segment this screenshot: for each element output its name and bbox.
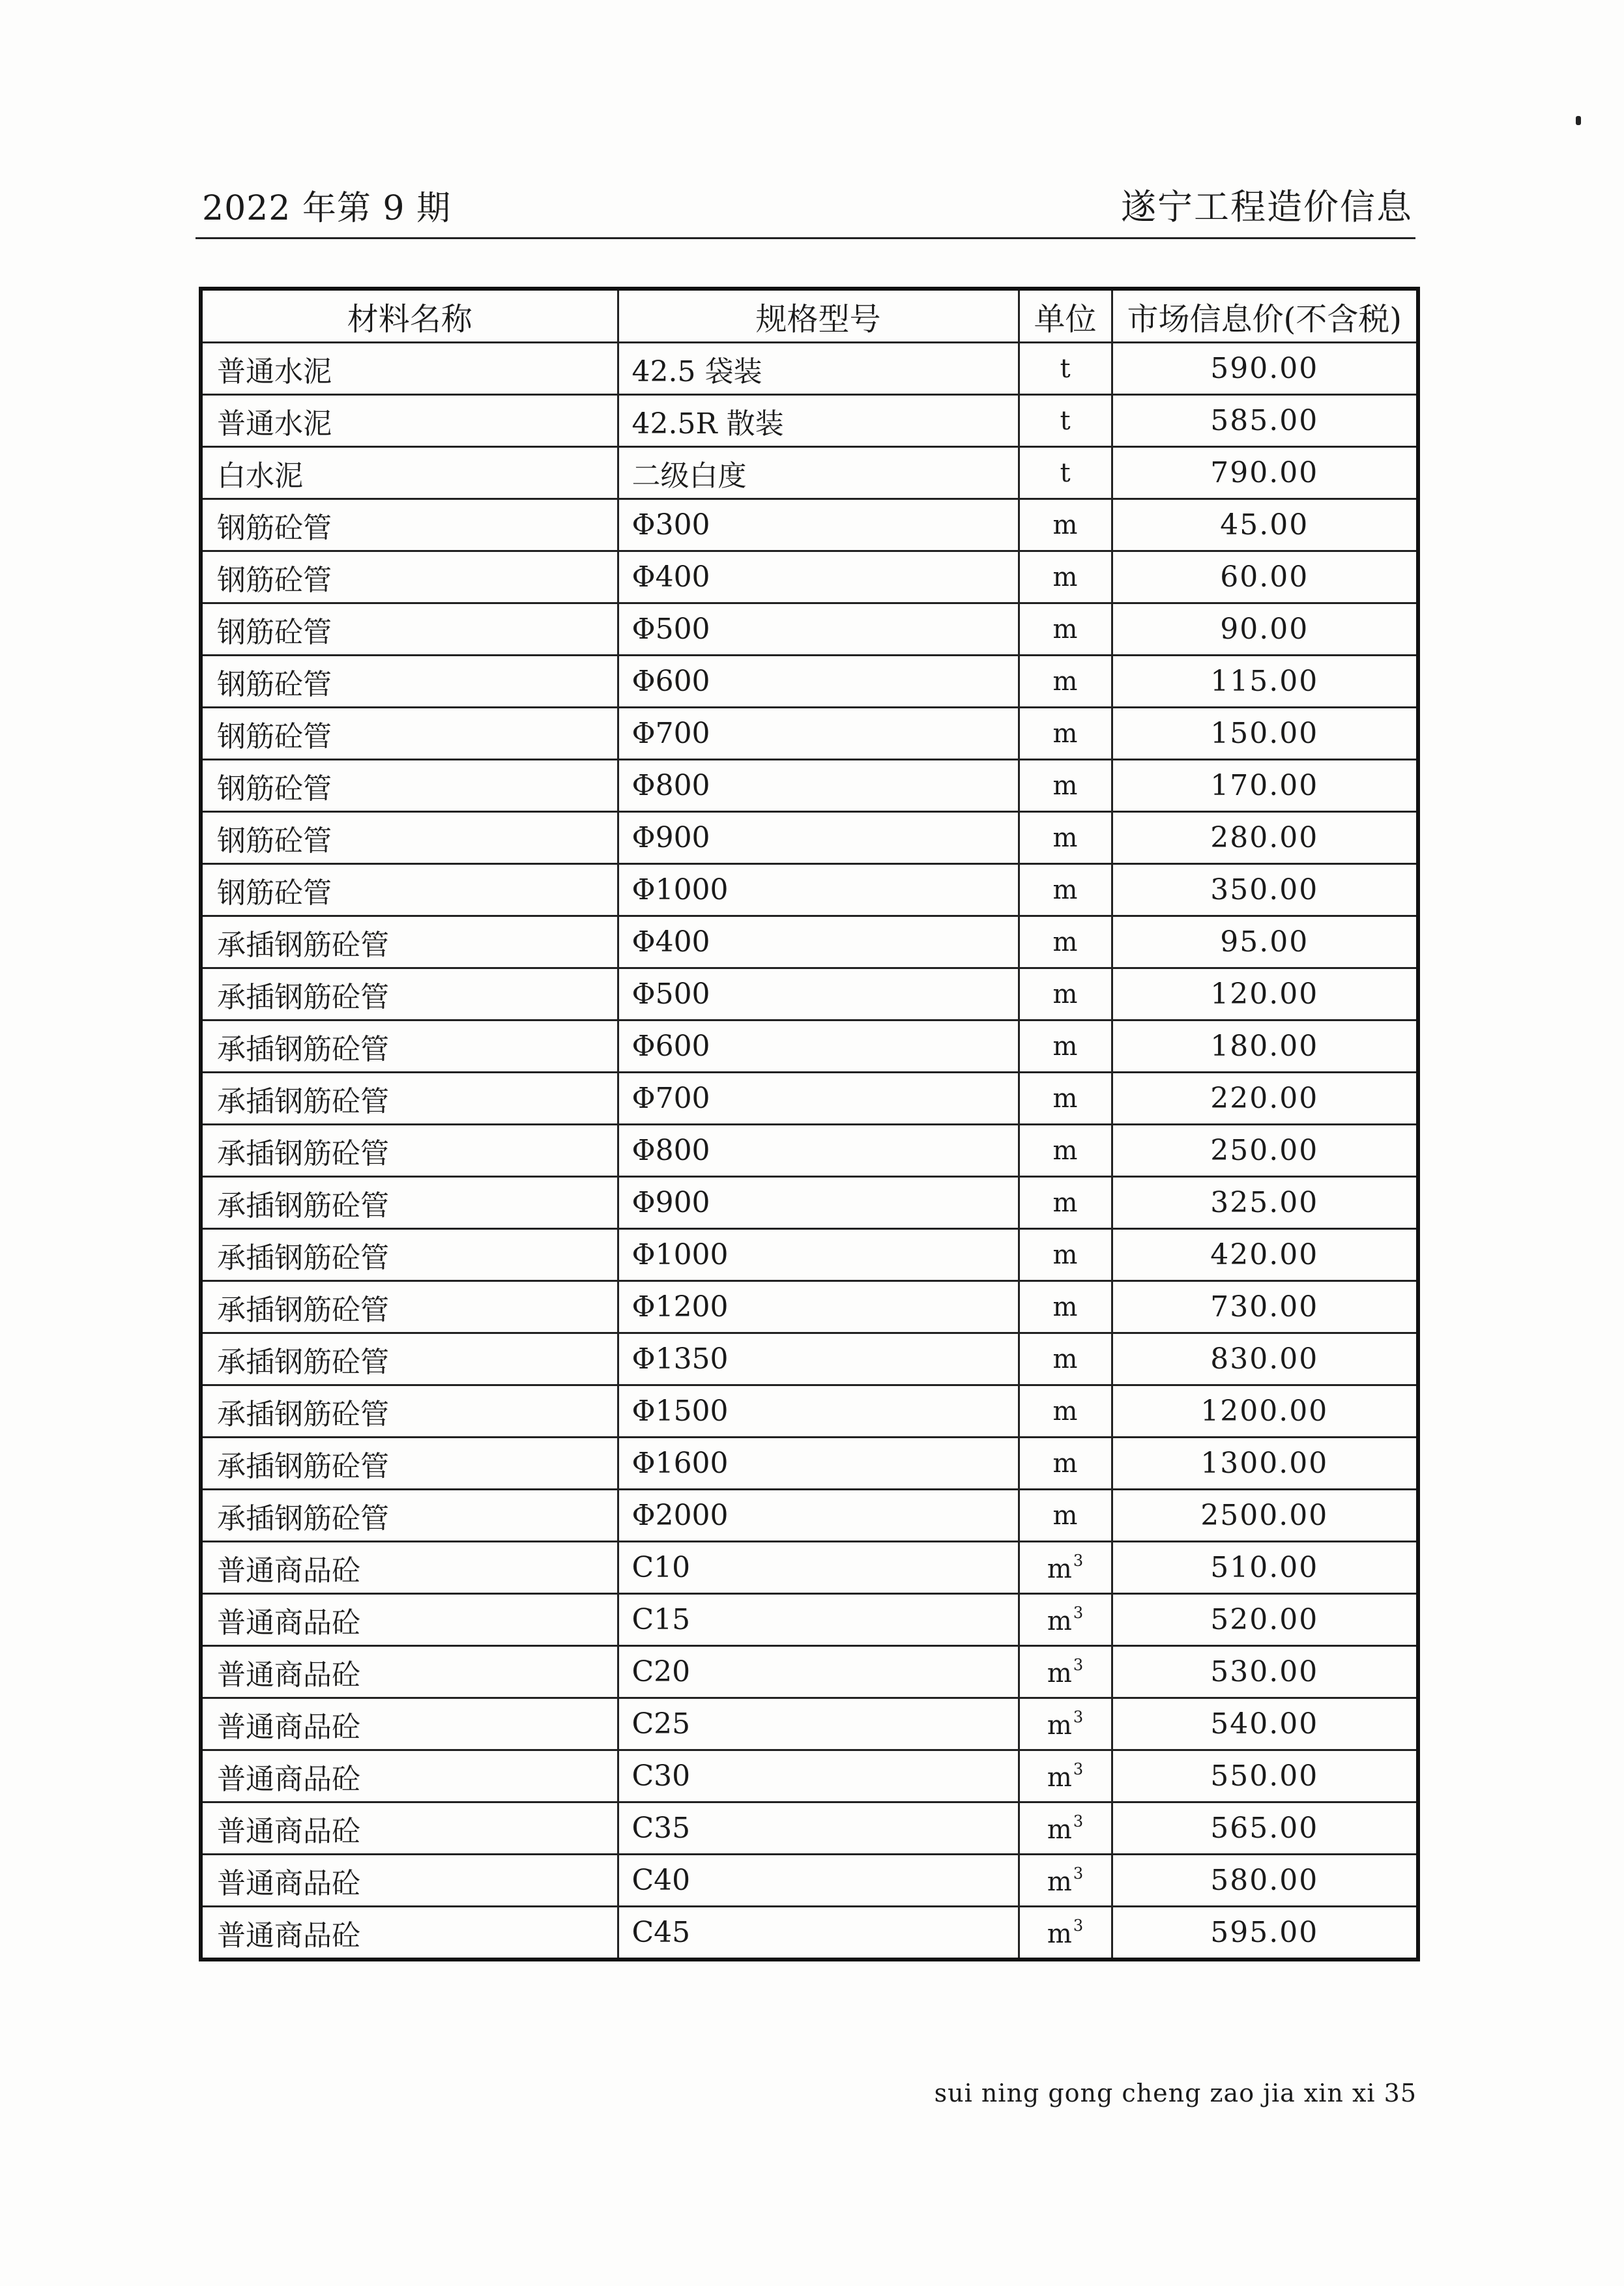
material-name-cell: 承插钢筋砼管 (201, 968, 618, 1020)
spec-cell: Φ2000 (618, 1490, 1019, 1542)
material-name-cell: 钢筋砼管 (201, 812, 618, 864)
column-header-material-name: 材料名称 (201, 289, 618, 343)
issue-label: 2022 年第 9 期 (202, 189, 452, 228)
unit-superscript: 3 (1073, 1864, 1084, 1883)
unit-symbol: m (1052, 1031, 1078, 1062)
scan-speck (1576, 116, 1581, 125)
material-name-cell: 承插钢筋砼管 (201, 1385, 618, 1438)
spec-cell: C30 (618, 1750, 1019, 1802)
price-cell: 565.00 (1112, 1802, 1418, 1855)
spec-cell: C45 (618, 1907, 1019, 1960)
table-header-row (201, 289, 1418, 343)
table-row (201, 916, 1418, 968)
material-name-cell: 承插钢筋砼管 (201, 1177, 618, 1229)
material-name-cell: 钢筋砼管 (201, 499, 618, 551)
unit-symbol: m (1052, 1448, 1078, 1479)
unit-symbol: t (1060, 405, 1071, 436)
unit-symbol: m (1052, 1083, 1078, 1114)
spec-cell: C20 (618, 1646, 1019, 1698)
material-name-cell: 承插钢筋砼管 (201, 1229, 618, 1281)
table-row (201, 551, 1418, 603)
unit-symbol: m (1052, 1239, 1078, 1270)
table-row (201, 1594, 1418, 1646)
material-name-cell: 钢筋砼管 (201, 864, 618, 916)
price-cell: 325.00 (1112, 1177, 1418, 1229)
unit-symbol: m (1047, 1658, 1072, 1688)
table-row (201, 1020, 1418, 1073)
spec-cell: Φ300 (618, 499, 1019, 551)
table-row (201, 1542, 1418, 1594)
table-row (201, 1385, 1418, 1438)
spec-cell: Φ800 (618, 1125, 1019, 1177)
price-cell: 90.00 (1112, 603, 1418, 656)
table-row (201, 1490, 1418, 1542)
price-cell: 115.00 (1112, 656, 1418, 708)
unit-cell (1019, 760, 1112, 812)
spec-cell: Φ500 (618, 603, 1019, 656)
unit-cell (1019, 1594, 1112, 1646)
unit-cell (1019, 395, 1112, 447)
unit-cell (1019, 656, 1112, 708)
page-header (196, 175, 1415, 239)
price-cell: 1300.00 (1112, 1438, 1418, 1490)
price-cell: 830.00 (1112, 1333, 1418, 1385)
table-row (201, 1281, 1418, 1333)
unit-cell (1019, 499, 1112, 551)
unit-superscript: 3 (1073, 1916, 1084, 1935)
table-row (201, 1073, 1418, 1125)
unit-symbol: m (1047, 1554, 1072, 1584)
spec-cell: Φ400 (618, 916, 1019, 968)
unit-symbol: m (1052, 510, 1078, 540)
unit-cell (1019, 916, 1112, 968)
spec-cell: Φ800 (618, 760, 1019, 812)
price-cell: 45.00 (1112, 499, 1418, 551)
column-header-price: 市场信息价(不含税) (1112, 289, 1418, 343)
spec-cell: C35 (618, 1802, 1019, 1855)
price-cell: 170.00 (1112, 760, 1418, 812)
table-row (201, 1802, 1418, 1855)
unit-superscript: 3 (1073, 1655, 1084, 1674)
unit-symbol: t (1060, 457, 1071, 488)
material-name-cell: 普通商品砼 (201, 1750, 618, 1802)
unit-cell (1019, 1907, 1112, 1960)
unit-symbol: m (1052, 979, 1078, 1009)
material-name-cell: 普通商品砼 (201, 1907, 618, 1960)
price-cell: 580.00 (1112, 1855, 1418, 1907)
table-row (201, 656, 1418, 708)
table-row (201, 1750, 1418, 1802)
spec-cell: Φ600 (618, 1020, 1019, 1073)
unit-cell (1019, 1229, 1112, 1281)
price-cell: 550.00 (1112, 1750, 1418, 1802)
unit-cell (1019, 812, 1112, 864)
table-row (201, 603, 1418, 656)
table-row (201, 1907, 1418, 1960)
table-row (201, 1855, 1418, 1907)
material-name-cell: 承插钢筋砼管 (201, 916, 618, 968)
price-table (199, 287, 1420, 1961)
price-cell: 60.00 (1112, 551, 1418, 603)
price-cell: 280.00 (1112, 812, 1418, 864)
unit-superscript: 3 (1073, 1551, 1084, 1570)
unit-symbol: m (1052, 1292, 1078, 1322)
unit-cell (1019, 1125, 1112, 1177)
table-row (201, 499, 1418, 551)
material-name-cell: 普通商品砼 (201, 1542, 618, 1594)
spec-cell: 二级白度 (618, 447, 1019, 499)
unit-symbol: m (1052, 875, 1078, 905)
publication-title: 遂宁工程造价信息 (1121, 186, 1413, 227)
spec-cell: C15 (618, 1594, 1019, 1646)
unit-cell (1019, 968, 1112, 1020)
table-row (201, 1177, 1418, 1229)
material-name-cell: 普通商品砼 (201, 1698, 618, 1750)
unit-cell (1019, 1073, 1112, 1125)
unit-cell (1019, 1385, 1112, 1438)
price-cell: 180.00 (1112, 1020, 1418, 1073)
price-cell: 530.00 (1112, 1646, 1418, 1698)
unit-cell (1019, 1750, 1112, 1802)
spec-cell: Φ1000 (618, 1229, 1019, 1281)
price-cell: 585.00 (1112, 395, 1418, 447)
unit-cell (1019, 551, 1112, 603)
material-name-cell: 普通水泥 (201, 343, 618, 395)
unit-symbol: t (1060, 353, 1071, 384)
unit-symbol: m (1052, 1396, 1078, 1426)
table-row (201, 1438, 1418, 1490)
material-name-cell: 普通商品砼 (201, 1855, 618, 1907)
unit-symbol: m (1047, 1606, 1072, 1636)
material-name-cell: 白水泥 (201, 447, 618, 499)
spec-cell: Φ900 (618, 1177, 1019, 1229)
spec-cell: C25 (618, 1698, 1019, 1750)
spec-cell: Φ600 (618, 656, 1019, 708)
unit-symbol: m (1052, 666, 1078, 697)
unit-symbol: m (1047, 1866, 1072, 1897)
table-row (201, 812, 1418, 864)
table-row (201, 864, 1418, 916)
unit-symbol: m (1052, 770, 1078, 801)
table-row (201, 1229, 1418, 1281)
price-cell: 790.00 (1112, 447, 1418, 499)
price-cell: 510.00 (1112, 1542, 1418, 1594)
material-name-cell: 承插钢筋砼管 (201, 1281, 618, 1333)
unit-cell (1019, 1281, 1112, 1333)
column-header-unit: 单位 (1019, 289, 1112, 343)
spec-cell: Φ700 (618, 708, 1019, 760)
spec-cell: Φ1350 (618, 1333, 1019, 1385)
material-name-cell: 钢筋砼管 (201, 708, 618, 760)
unit-cell (1019, 1542, 1112, 1594)
unit-symbol: m (1047, 1814, 1072, 1845)
unit-symbol: m (1047, 1918, 1072, 1949)
unit-cell (1019, 1646, 1112, 1698)
unit-symbol: m (1052, 718, 1078, 749)
price-cell: 590.00 (1112, 343, 1418, 395)
unit-symbol: m (1052, 562, 1078, 592)
table-row (201, 760, 1418, 812)
table-row (201, 968, 1418, 1020)
table-row (201, 447, 1418, 499)
unit-symbol: m (1047, 1762, 1072, 1793)
material-name-cell: 承插钢筋砼管 (201, 1073, 618, 1125)
unit-symbol: m (1052, 1344, 1078, 1374)
unit-cell (1019, 864, 1112, 916)
unit-superscript: 3 (1073, 1707, 1084, 1726)
price-cell: 120.00 (1112, 968, 1418, 1020)
material-name-cell: 钢筋砼管 (201, 603, 618, 656)
unit-cell (1019, 1855, 1112, 1907)
unit-symbol: m (1047, 1710, 1072, 1741)
column-header-spec: 规格型号 (618, 289, 1019, 343)
spec-cell: Φ400 (618, 551, 1019, 603)
table-row (201, 1333, 1418, 1385)
price-cell: 1200.00 (1112, 1385, 1418, 1438)
table-row (201, 1646, 1418, 1698)
table-body (201, 343, 1418, 1960)
material-name-cell: 钢筋砼管 (201, 760, 618, 812)
price-cell: 540.00 (1112, 1698, 1418, 1750)
price-cell: 95.00 (1112, 916, 1418, 968)
material-name-cell: 承插钢筋砼管 (201, 1438, 618, 1490)
material-name-cell: 承插钢筋砼管 (201, 1333, 618, 1385)
price-cell: 220.00 (1112, 1073, 1418, 1125)
price-cell: 2500.00 (1112, 1490, 1418, 1542)
material-name-cell: 钢筋砼管 (201, 656, 618, 708)
table-row (201, 1125, 1418, 1177)
material-name-cell: 钢筋砼管 (201, 551, 618, 603)
table-row (201, 1698, 1418, 1750)
spec-cell: Φ1200 (618, 1281, 1019, 1333)
price-cell: 420.00 (1112, 1229, 1418, 1281)
unit-symbol: m (1052, 822, 1078, 853)
spec-cell: Φ500 (618, 968, 1019, 1020)
material-name-cell: 承插钢筋砼管 (201, 1125, 618, 1177)
spec-cell: Φ1500 (618, 1385, 1019, 1438)
unit-symbol: m (1052, 1135, 1078, 1166)
unit-cell (1019, 1438, 1112, 1490)
unit-cell (1019, 1490, 1112, 1542)
unit-cell (1019, 1020, 1112, 1073)
material-name-cell: 承插钢筋砼管 (201, 1020, 618, 1073)
spec-cell: Φ1600 (618, 1438, 1019, 1490)
unit-superscript: 3 (1073, 1812, 1084, 1830)
unit-cell (1019, 447, 1112, 499)
material-name-cell: 普通商品砼 (201, 1646, 618, 1698)
table-row (201, 343, 1418, 395)
unit-cell (1019, 708, 1112, 760)
material-name-cell: 普通商品砼 (201, 1594, 618, 1646)
price-cell: 150.00 (1112, 708, 1418, 760)
unit-cell (1019, 343, 1112, 395)
page-footer: sui ning gong cheng zao jia xin xi 35 (934, 2079, 1417, 2107)
price-cell: 595.00 (1112, 1907, 1418, 1960)
unit-superscript: 3 (1073, 1759, 1084, 1778)
material-name-cell: 普通商品砼 (201, 1802, 618, 1855)
unit-symbol: m (1052, 1187, 1078, 1218)
unit-cell (1019, 1698, 1112, 1750)
material-name-cell: 承插钢筋砼管 (201, 1490, 618, 1542)
price-cell: 730.00 (1112, 1281, 1418, 1333)
table-row (201, 395, 1418, 447)
price-cell: 250.00 (1112, 1125, 1418, 1177)
unit-symbol: m (1052, 1500, 1078, 1531)
spec-cell: 42.5R 散装 (618, 395, 1019, 447)
unit-symbol: m (1052, 927, 1078, 957)
spec-cell: Φ700 (618, 1073, 1019, 1125)
spec-cell: C10 (618, 1542, 1019, 1594)
spec-cell: 42.5 袋装 (618, 343, 1019, 395)
unit-cell (1019, 1333, 1112, 1385)
unit-cell (1019, 1177, 1112, 1229)
unit-cell (1019, 1802, 1112, 1855)
price-cell: 350.00 (1112, 864, 1418, 916)
spec-cell: Φ900 (618, 812, 1019, 864)
unit-symbol: m (1052, 614, 1078, 644)
table-row (201, 708, 1418, 760)
unit-cell (1019, 603, 1112, 656)
spec-cell: C40 (618, 1855, 1019, 1907)
price-cell: 520.00 (1112, 1594, 1418, 1646)
material-name-cell: 普通水泥 (201, 395, 618, 447)
spec-cell: Φ1000 (618, 864, 1019, 916)
unit-superscript: 3 (1073, 1603, 1084, 1622)
